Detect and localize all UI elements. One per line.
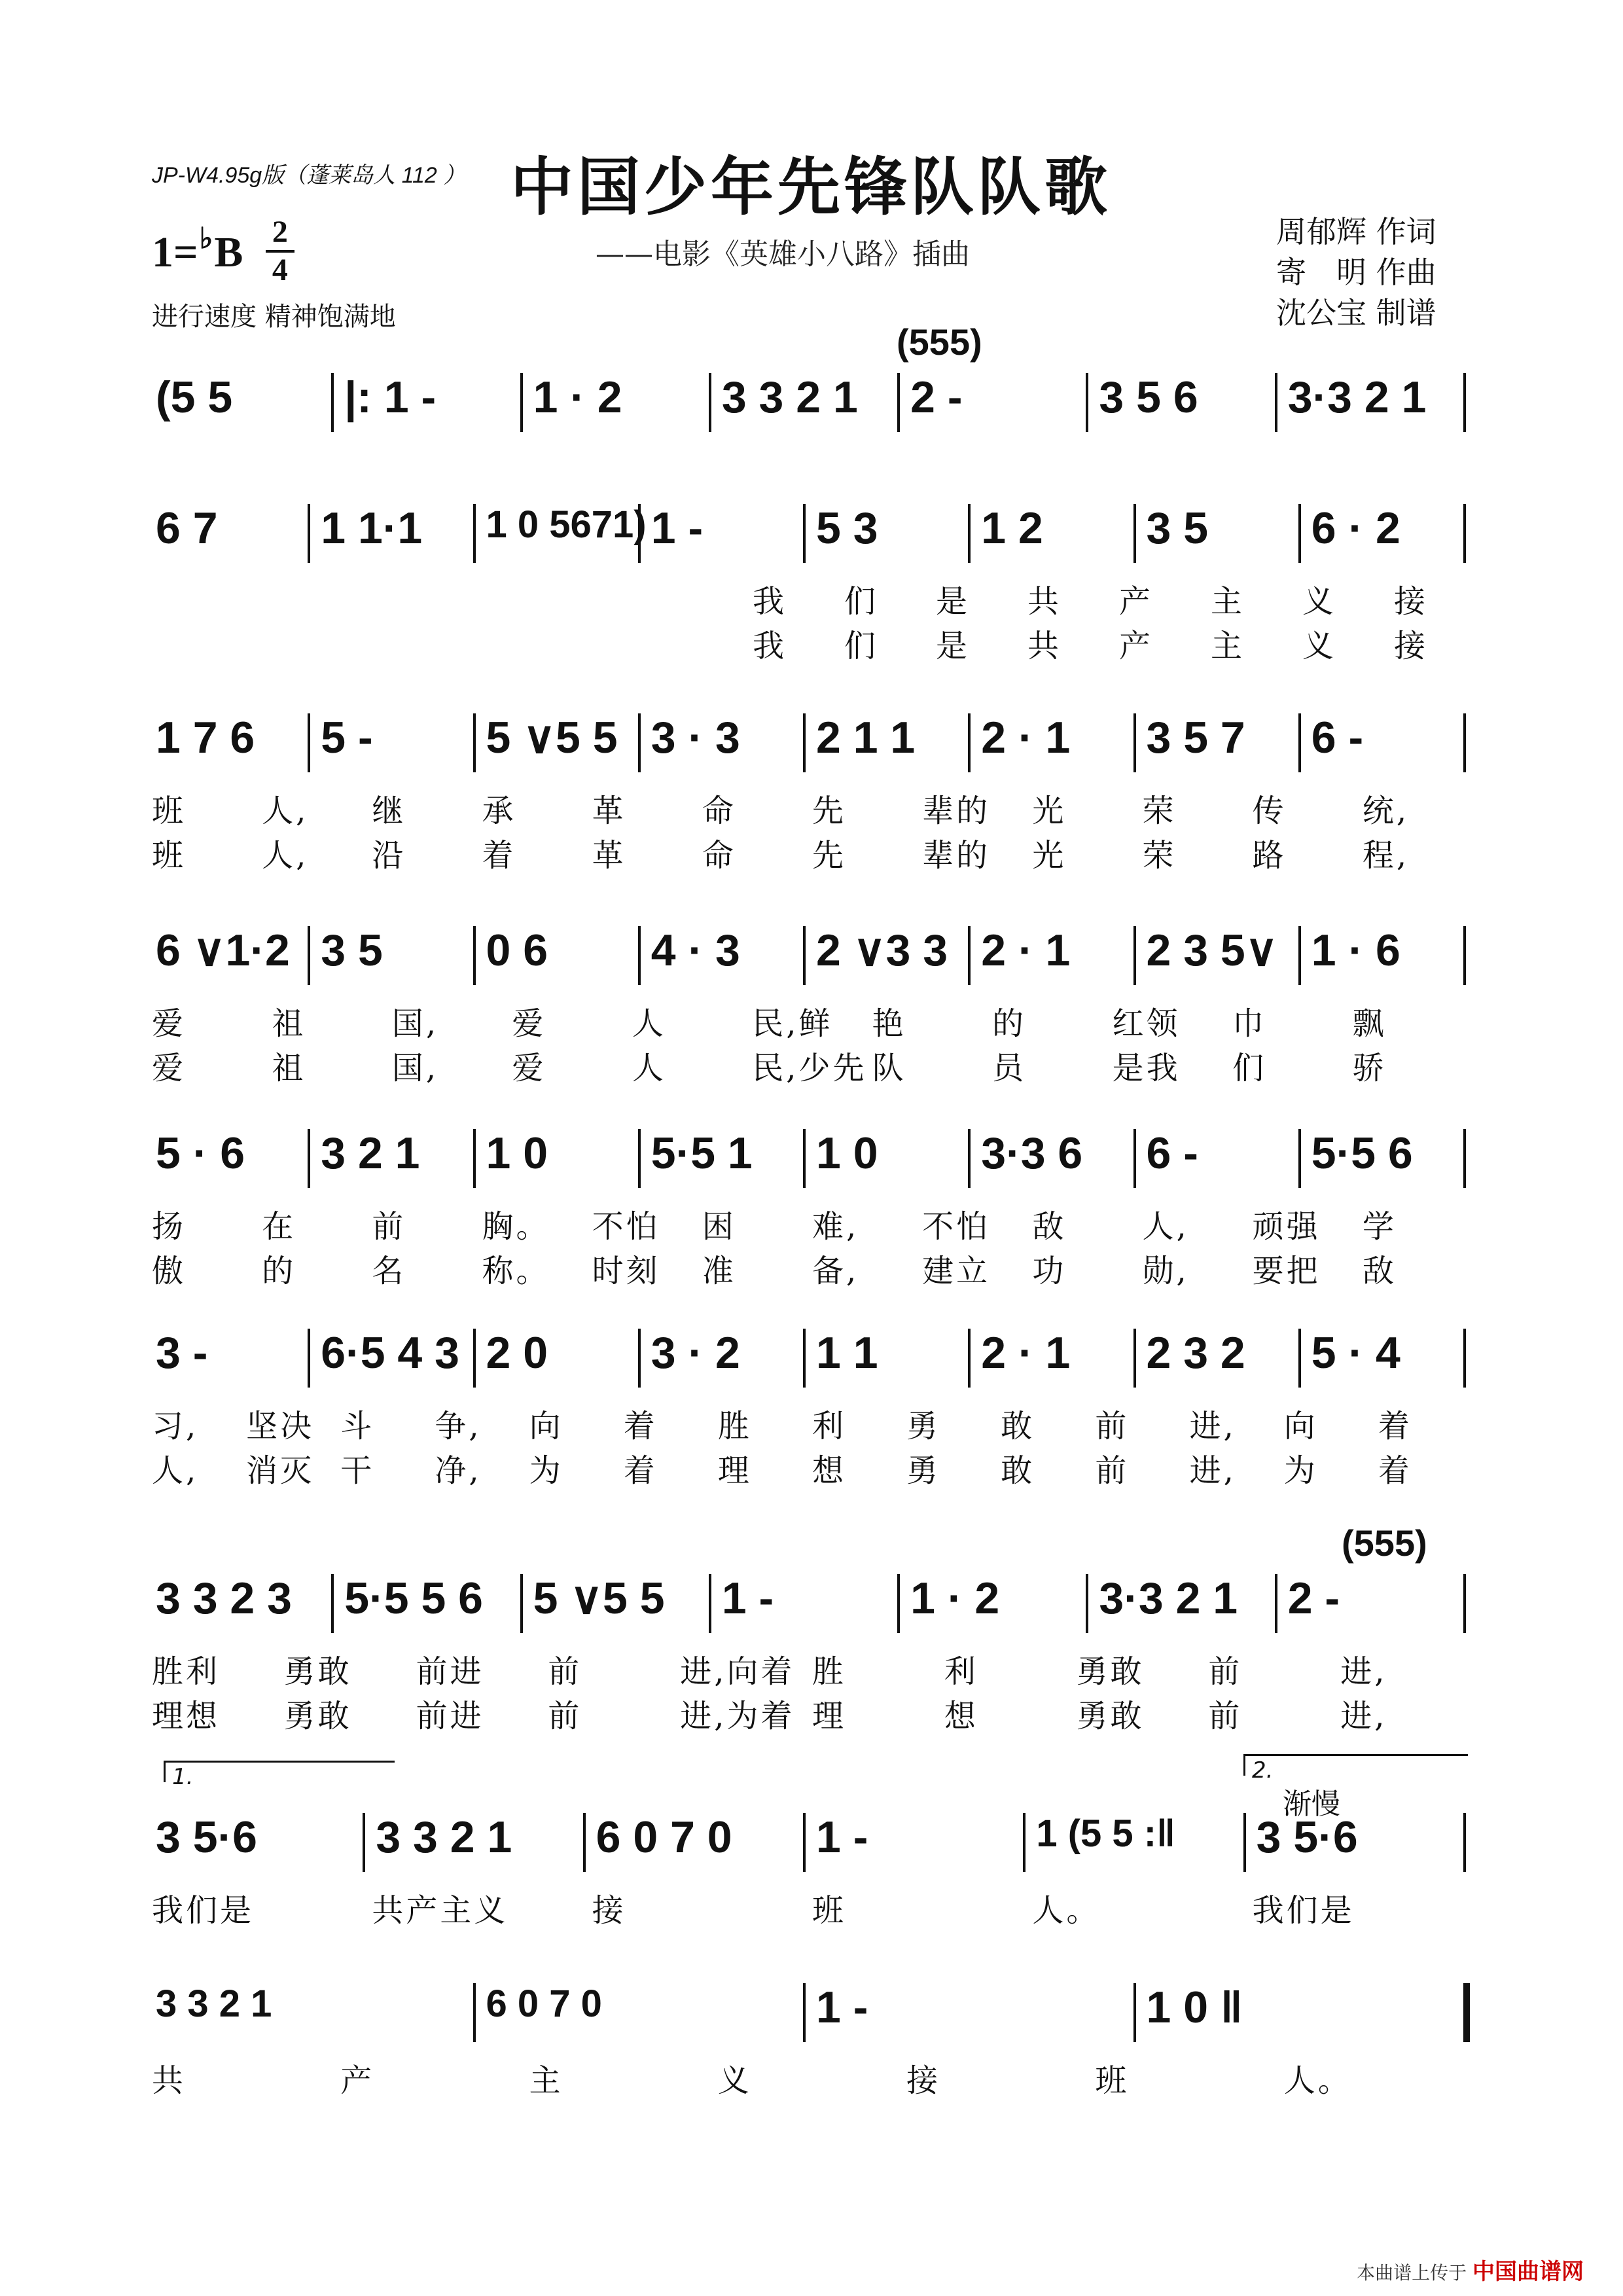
lyric-syllable: 祖 [272,1050,306,1086]
lyric-syllable: 继 [372,793,406,829]
lyric-syllable: 人。 [1032,1892,1101,1929]
lyric-syllable: 主 [1211,583,1245,620]
lyric-syllable: 队 [872,1050,906,1086]
lyric-syllable: 前 [1208,1653,1243,1690]
lyric-syllable: 习, [152,1408,199,1444]
measure: |: 1 - [344,372,437,422]
lyric-syllable: 革 [592,837,626,874]
measure: 2 - [1287,1573,1340,1623]
bar-line [1275,373,1277,432]
lyric-syllable: 胸。 [482,1208,550,1245]
lyric-syllable: 进, [1340,1653,1387,1690]
bar-line [1086,373,1088,432]
bar-line [1298,1329,1301,1388]
lyric-syllable: 理 [717,1452,752,1489]
composer-credit: 寄 明 作曲 [1276,255,1436,290]
bar-line [308,713,310,772]
measure: 6 7 [156,503,218,553]
measure: 1 0 [816,1128,878,1178]
measure: 1 1·1 [321,503,423,553]
lyric-syllable: 承 [482,793,516,829]
flat-sign: ♭ [199,223,213,255]
lyric-syllable: 产 [1119,628,1154,664]
bar-line [1463,926,1466,985]
lyric-syllable: 前 [548,1698,582,1734]
lyric-syllable: 称。 [482,1253,550,1289]
bar-line [308,1329,310,1388]
measure: 2 1 1 [816,713,916,762]
second-ending-label: 2. [1252,1757,1274,1784]
measure: 4 · 3 [651,925,740,975]
second-ending-bracket [1243,1754,1468,1784]
lyric-syllable: 顽强 [1252,1208,1321,1245]
lyric-syllable: 勇敢 [283,1653,352,1690]
lyric-syllable: 班 [152,837,187,874]
lyric-syllable: 民,少先 [752,1050,867,1086]
lyric-syllable: 爱 [512,1050,546,1086]
measure: (5 5 [156,372,233,422]
measure: 3 3 2 1 [156,1982,272,2025]
bar-line [308,926,310,985]
lyric-syllable: 艳 [872,1005,906,1042]
measure: 5·5 6 [1311,1128,1413,1178]
lyric-syllable: 胜 [717,1408,752,1444]
measure: 3 3 2 1 [376,1812,512,1862]
measure: 3 5·6 [156,1812,257,1862]
bar-line [1463,713,1466,772]
measure: 1 (5 5 :‖ [1036,1812,1175,1855]
time-signature [266,216,294,287]
footer-note: 本曲谱上传于 [1357,2262,1467,2284]
first-ending-label: 1. [172,1764,194,1790]
bar-line [1298,1129,1301,1188]
lyric-syllable: 接 [592,1892,626,1929]
lyric-syllable: 人, [1142,1208,1189,1245]
measure: 3·3 2 1 [1287,372,1427,422]
lyric-syllable: 光 [1032,837,1067,874]
bar-line [897,1574,900,1633]
bar-line [520,373,523,432]
bar-line [638,926,641,985]
bar-line [520,1574,523,1633]
lyric-syllable: 巾 [1232,1005,1267,1042]
lyric-syllable: 利 [812,1408,847,1444]
lyric-syllable: 是 [936,583,971,620]
measure: 3·3 6 [981,1128,1083,1178]
bar-line [1463,1129,1466,1188]
lyric-syllable: 进,向着 [680,1653,795,1690]
lyric-syllable: 进, [1189,1452,1236,1489]
song-title: 中国少年先锋队队歌 [510,151,1111,224]
lyric-syllable: 进, [1340,1698,1387,1734]
bar-line [803,1813,806,1872]
bar-line [897,373,900,432]
lyric-syllable: 红领 [1112,1005,1181,1042]
bar-line [473,713,476,772]
lyric-syllable: 勋, [1142,1253,1189,1289]
lyric-syllable: 时刻 [592,1253,660,1289]
measure: 2 · 1 [981,713,1071,762]
measure: 3 5 7 [1146,713,1245,762]
lyric-syllable: 争, [435,1408,482,1444]
measure: 5·5 1 [651,1128,753,1178]
measure: 5 ∨5 5 [486,713,618,762]
lyric-syllable: 消灭 [246,1452,315,1489]
key-prefix: 1= [152,228,198,277]
lyric-syllable: 们 [844,583,879,620]
bar-line [968,504,971,563]
lyric-syllable: 勇 [906,1452,941,1489]
lyric-syllable: 理 [812,1698,847,1734]
measure: 1 1 [816,1328,878,1378]
time-top: 2 [272,215,288,249]
lyric-syllable: 爱 [152,1005,187,1042]
lyric-syllable: 净, [435,1452,482,1489]
lyric-syllable: 敢 [1001,1452,1035,1489]
measure: 3 5 6 [1099,372,1198,422]
bar-line [638,1329,641,1388]
lyric-syllable: 我 [753,628,787,664]
lyric-syllable: 人 [632,1005,666,1042]
lyric-syllable: 们 [1232,1050,1267,1086]
bar-line [473,1129,476,1188]
lyric-syllable: 向 [529,1408,563,1444]
measure: 6·5 4 3 [321,1328,459,1378]
lyric-syllable: 人, [152,1452,199,1489]
lyric-syllable: 主 [529,2062,563,2099]
measure: 6 · 2 [1311,503,1400,553]
bar-line [1133,713,1136,772]
lyric-syllable: 义 [1302,628,1337,664]
measure: 6 0 7 0 [596,1812,732,1862]
lyric-syllable: 沿 [372,837,406,874]
measure: 1 - [651,503,704,553]
bar-line [1463,504,1466,563]
bar-line [968,1129,971,1188]
lyric-syllable: 学 [1362,1208,1397,1245]
measure: 3 5·6 [1256,1812,1358,1862]
arranger-credit: 沈公宝 制谱 [1276,295,1436,331]
lyric-syllable: 人, [262,837,309,874]
lyric-syllable: 飘 [1352,1005,1387,1042]
bar-line [1086,1574,1088,1633]
lyric-syllable: 班 [1095,2062,1130,2099]
lyric-syllable: 祖 [272,1005,306,1042]
lyric-syllable: 斗 [340,1408,375,1444]
lyric-syllable: 名 [372,1253,406,1289]
measure: 2 ∨3 3 [816,925,948,975]
time-bottom: 4 [272,253,288,287]
lyric-syllable: 接 [906,2062,941,2099]
lyric-syllable: 备, [812,1253,859,1289]
measure: 2 - [910,372,963,422]
bar-line [1133,1983,1136,2042]
lyric-syllable: 程, [1362,837,1410,874]
lyric-syllable: 路 [1252,837,1287,874]
lyric-syllable: 产 [340,2062,375,2099]
lyric-syllable: 共产主义 [372,1892,508,1929]
lyric-syllable: 共 [152,2062,187,2099]
lyric-syllable: 功 [1032,1253,1067,1289]
measure: 2 3 2 [1146,1328,1245,1378]
lyric-syllable: 前进 [416,1698,484,1734]
bar-line [968,1329,971,1388]
bar-line [1298,926,1301,985]
key-note: B [214,228,243,277]
tempo-marking: 进行速度 精神饱满地 [152,302,396,332]
bar-line [1243,1813,1246,1872]
bar-line [473,926,476,985]
lyric-syllable: 向 [1283,1408,1318,1444]
bar-line [1298,713,1301,772]
lyric-syllable: 接 [1394,628,1429,664]
key-signature [152,215,294,292]
lyric-syllable: 前 [372,1208,406,1245]
measure: 3 5 [1146,503,1209,553]
bar-line [1133,1129,1136,1188]
lyric-syllable: 统, [1362,793,1410,829]
bar-line [473,504,476,563]
lyric-syllable: 不怕 [592,1208,660,1245]
bar-line [583,1813,586,1872]
bar-line [331,1574,334,1633]
measure: 1 · 6 [1311,925,1400,975]
measure: 1 0 ‖ [1146,1982,1243,2032]
bar-line [638,713,641,772]
lyric-syllable: 共 [1027,583,1062,620]
lyric-syllable: 着 [623,1452,658,1489]
measure: 1 7 6 [156,713,255,762]
lyric-syllable: 国, [391,1005,439,1042]
measure: 2 · 1 [981,1328,1071,1378]
measure: 3 · 2 [651,1328,740,1378]
lyric-syllable: 产 [1119,583,1154,620]
measure: 5 ∨5 5 [533,1573,665,1623]
bar-line [709,1574,711,1633]
bar-line [1463,373,1466,432]
measure: 1 - [816,1812,868,1862]
bar-line [1023,1813,1026,1872]
lyric-syllable: 革 [592,793,626,829]
bar-line [473,1329,476,1388]
lyric-syllable: 是我 [1112,1050,1181,1086]
bar-line [1463,1574,1466,1633]
bar-line [638,1129,641,1188]
bar-line [308,504,310,563]
bar-line [473,1983,476,2042]
lyric-syllable: 班 [812,1892,847,1929]
measure: 6 - [1146,1128,1198,1178]
measure: 1 - [816,1982,868,2032]
lyric-syllable: 为 [529,1452,563,1489]
measure: 1 - [721,1573,774,1623]
bar-line [803,926,806,985]
measure: 0 6 [486,925,548,975]
lyric-syllable: 胜 [812,1653,847,1690]
lyric-syllable: 敌 [1032,1208,1067,1245]
lyric-syllable: 要把 [1252,1253,1321,1289]
lyric-syllable: 班 [152,793,187,829]
measure: 3 · 3 [651,713,740,762]
lyric-syllable: 人, [262,793,309,829]
lyric-syllable: 爱 [152,1050,187,1086]
measure: 6 0 7 0 [486,1982,602,2025]
lyric-syllable: 为 [1283,1452,1318,1489]
lyric-syllable: 人 [632,1050,666,1086]
lyric-syllable: 建立 [922,1253,991,1289]
lyric-syllable: 我们是 [152,1892,255,1929]
lyric-syllable: 敢 [1001,1408,1035,1444]
measure: 3 - [156,1328,208,1378]
lyric-syllable: 先 [812,837,847,874]
measure: 3 3 2 1 [721,372,858,422]
measure: 1 0 [486,1128,548,1178]
bar-line [1133,926,1136,985]
lyric-syllable: 荣 [1142,837,1177,874]
lyric-syllable: 困 [702,1208,736,1245]
bar-line [1463,1983,1470,2042]
measure: 6 - [1311,713,1364,762]
lyric-syllable: 的 [992,1005,1027,1042]
bar-line [1298,504,1301,563]
bar-line [1133,504,1136,563]
lyric-syllable: 骄 [1352,1050,1387,1086]
measure: 1 · 2 [910,1573,1000,1623]
lyric-syllable: 着 [1378,1452,1412,1489]
lyric-syllable: 准 [702,1253,736,1289]
bar-line [308,1129,310,1188]
lyric-syllable: 接 [1394,583,1429,620]
measure: 1 2 [981,503,1043,553]
lyric-syllable: 勇敢 [283,1698,352,1734]
lyric-syllable: 不怕 [922,1208,991,1245]
lyric-syllable: 胜利 [152,1653,221,1690]
lyric-syllable: 辈的 [922,837,991,874]
measure: 1 0 5671) [486,503,647,546]
bar-line [363,1813,365,1872]
lyric-syllable: 前 [1095,1452,1130,1489]
measure: 2 3 5∨ [1146,925,1278,975]
lyric-syllable: 我 [753,583,787,620]
lyric-syllable: 在 [262,1208,296,1245]
measure: 2 0 [486,1328,548,1378]
bar-line [803,1329,806,1388]
lyric-syllable: 想 [812,1452,847,1489]
lyric-syllable: 着 [482,837,516,874]
bar-line [1133,1329,1136,1388]
bar-line [1463,1329,1466,1388]
measure: 6 ∨1·2 [156,925,290,975]
measure: 2 · 1 [981,925,1071,975]
lyric-syllable: 义 [1302,583,1337,620]
lyric-syllable: 义 [717,2062,752,2099]
lyric-syllable: 难, [812,1208,859,1245]
lyric-syllable: 理想 [152,1698,221,1734]
lyric-syllable: 着 [623,1408,658,1444]
lyric-syllable: 人。 [1283,2062,1352,2099]
lyric-syllable: 民,鲜 [752,1005,833,1042]
lyric-syllable: 前进 [416,1653,484,1690]
lyric-syllable: 命 [702,837,736,874]
lyric-syllable: 我们是 [1252,1892,1355,1929]
lyric-syllable: 先 [812,793,847,829]
site-logo: 中国曲谱网 [1472,2259,1584,2285]
edition-label: JP-W4.95g版（蓬莱岛人 112 ） [152,163,466,188]
measure: 5 · 6 [156,1128,245,1178]
lyric-syllable: 国, [391,1050,439,1086]
lyric-syllable: 员 [992,1050,1027,1086]
lyric-syllable: 坚决 [246,1408,315,1444]
lyric-syllable: 的 [262,1253,296,1289]
lyric-syllable: 扬 [152,1208,187,1245]
lyric-syllable: 主 [1211,628,1245,664]
lyric-syllable: 前 [548,1653,582,1690]
first-ending-bracket [164,1761,395,1790]
lyric-syllable: 们 [844,628,879,664]
lyric-syllable: 勇敢 [1076,1653,1145,1690]
lyric-syllable: 辈的 [922,793,991,829]
measure: 3 2 1 [321,1128,420,1178]
lyric-syllable: 命 [702,793,736,829]
measure: 5 - [321,713,373,762]
repeat-intro-mark: (555) [1342,1522,1427,1564]
lyric-syllable: 爱 [512,1005,546,1042]
bar-line [331,373,334,432]
ritardando-mark: 渐慢 [1283,1787,1340,1821]
bar-line [709,373,711,432]
lyric-syllable: 光 [1032,793,1067,829]
measure: 5 · 4 [1311,1328,1400,1378]
lyric-syllable: 想 [944,1698,978,1734]
bar-line [1463,1813,1466,1872]
lyric-syllable: 进, [1189,1408,1236,1444]
lyric-syllable: 利 [944,1653,978,1690]
measure: 3 3 2 3 [156,1573,292,1623]
lyric-syllable: 干 [340,1452,375,1489]
measure: 3·3 2 1 [1099,1573,1238,1623]
bar-line [803,713,806,772]
measure: 3 5 [321,925,383,975]
footer [1357,2253,1584,2286]
measure: 5·5 5 6 [344,1573,483,1623]
lyric-syllable: 勇敢 [1076,1698,1145,1734]
bar-line [803,1983,806,2042]
bar-line [1275,1574,1277,1633]
lyric-syllable: 传 [1252,793,1287,829]
lyricist-credit: 周郁辉 作词 [1276,214,1436,249]
lyric-syllable: 着 [1378,1408,1412,1444]
lyric-syllable: 荣 [1142,793,1177,829]
lyric-syllable: 前 [1095,1408,1130,1444]
lyric-syllable: 勇 [906,1408,941,1444]
repeat-intro-mark: (555) [897,321,982,363]
measure: 5 3 [816,503,878,553]
lyric-syllable: 是 [936,628,971,664]
measure: 1 · 2 [533,372,622,422]
song-subtitle: ——电影《英雄小八路》插曲 [596,238,970,271]
bar-line [803,1129,806,1188]
lyric-syllable: 敌 [1362,1253,1397,1289]
bar-line [968,926,971,985]
bar-line [803,504,806,563]
bar-line [968,713,971,772]
lyric-syllable: 进,为着 [680,1698,795,1734]
lyric-syllable: 共 [1027,628,1062,664]
lyric-syllable: 傲 [152,1253,187,1289]
lyric-syllable: 前 [1208,1698,1243,1734]
